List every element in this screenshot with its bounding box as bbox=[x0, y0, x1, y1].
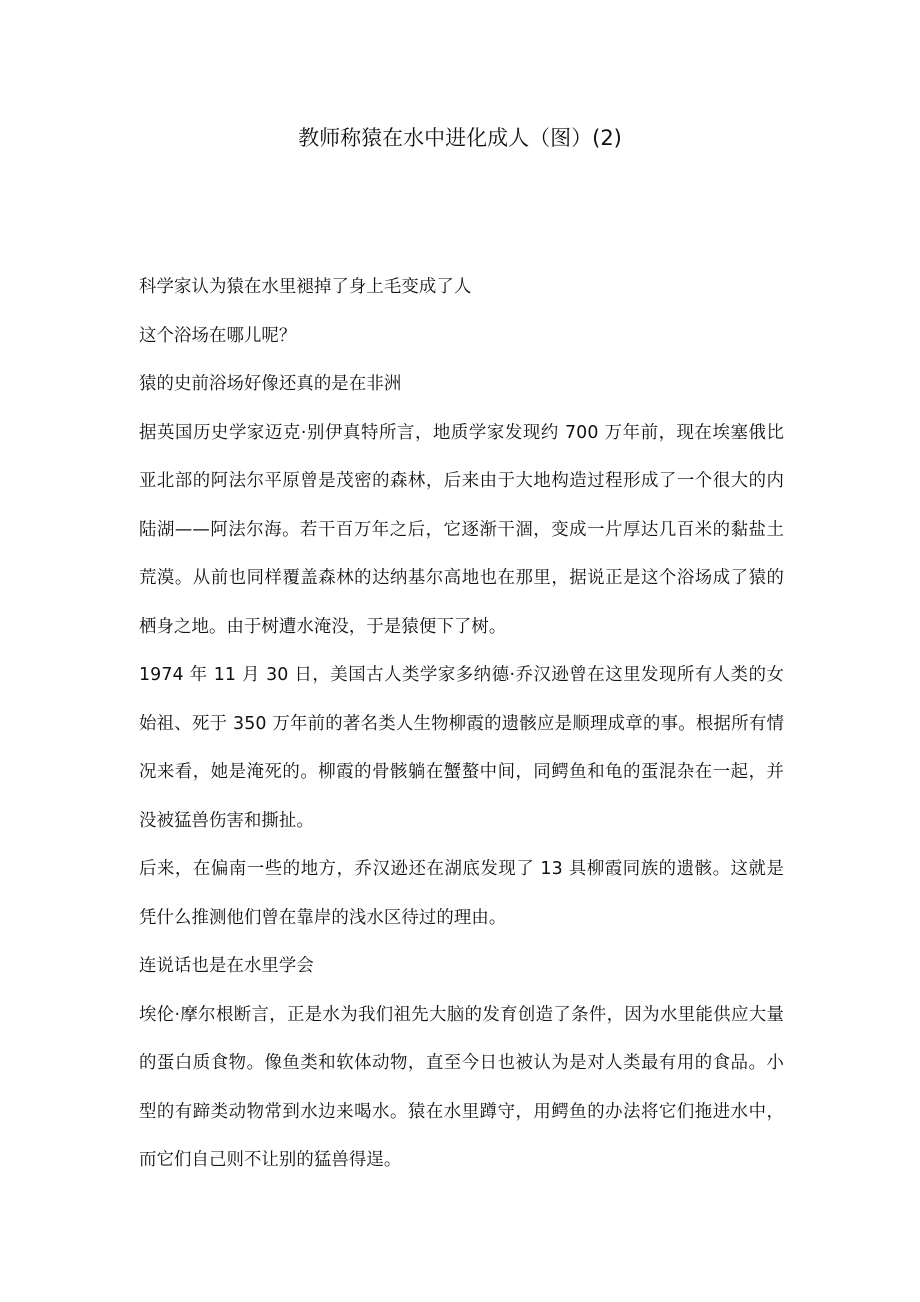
paragraph: 科学家认为猿在水里褪掉了身上毛变成了人 bbox=[139, 277, 472, 297]
section-heading: 连说话也是在水里学会 bbox=[139, 956, 314, 976]
paragraph: 据英国历史学家迈克·别伊真特所言，地质学家发现约 700 万年前，现在埃塞俄比亚北部的阿法尔平原曾是茂密的森林，后来由于大地构造过程形成了一个很大的内陆湖——阿法尔海。若干百万年之后，它逐渐干涸，变成一片厚达几百米的黏盐土荒漠。从前也同样覆盖森林的达纳基尔高地也在那里，据说正是这个浴场成了猿的栖身之地。由于树遭水淹没，于是猿便下了树。 bbox=[139, 422, 784, 637]
document-title: 教师称猿在水中进化成人（图）(2) bbox=[298, 126, 622, 150]
document-body bbox=[139, 263, 784, 1185]
paragraph: 埃伦·摩尔根断言，正是水为我们祖先大脑的发育创造了条件，因为水里能供应大量的蛋白质食物。像鱼类和软体动物，直至今日也被认为是对人类最有用的食品。小型的有蹄类动物常到水边来喝水。猿在水里蹲守，用鳄鱼的办法将它们拖进水中，而它们自己则不让别的猛兽得逞。 bbox=[139, 1004, 784, 1170]
paragraph: 猿的史前浴场好像还真的是在非洲 bbox=[139, 374, 402, 394]
paragraph: 后来，在偏南一些的地方，乔汉逊还在湖底发现了 13 具柳霞同族的遗骸。这就是凭什么推测他们曾在靠岸的浅水区待过的理由。 bbox=[139, 859, 784, 928]
paragraph: 1974 年 11 月 30 日，美国古人类学家多纳德·乔汉逊曾在这里发现所有人类的女始祖、死于 350 万年前的著名类人生物柳霞的遗骸应是顺理成章的事。根据所有情况来看，她是淹死的。柳霞的骨骸躺在蟹螯中间，同鳄鱼和龟的蛋混杂在一起，并没被猛兽伤害和撕扯。 bbox=[139, 665, 784, 831]
paragraph: 这个浴场在哪儿呢？ bbox=[139, 325, 297, 346]
